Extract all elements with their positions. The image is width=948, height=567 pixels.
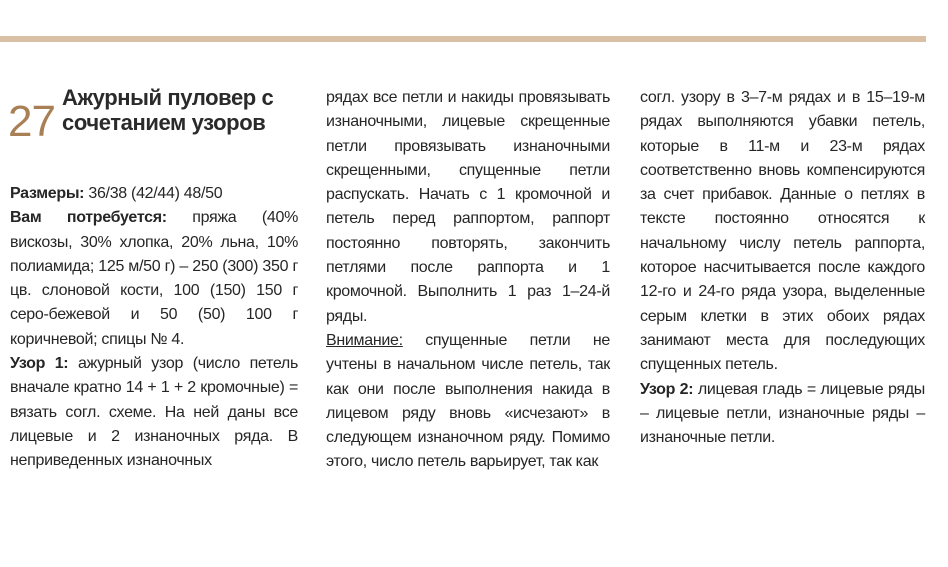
materials-paragraph	[10, 206, 298, 352]
decreases-paragraph: согл. узору в 3–7-м рядах и в 15–19-м рядах выполняются убавки петель, которые в 11-м и 23-м рядах соответственно вновь компенсируются за счет прибавок. Данные о петлях в тексте постоянно относятся к начальному числу петель раппорта, которое насчитывается после каждого 12-го и 24-го ряда узора, выделенные серым клетки в этих обоих рядах занимают места для последующих спущенных петель.	[640, 89, 925, 374]
attention-label: Внимание:	[326, 331, 403, 349]
column-2	[326, 86, 610, 475]
article-title: Ажурный пуловер с сочетанием узоров	[62, 85, 274, 135]
instructions-paragraph: рядах все петли и накиды провязывать изнаночными, лицевые скрещенные петли провязывать изнаночными скрещенными, спущенные петли распускать. Начать с 1 кромочной и петель перед раппортом, раппорт постоянно повторять, закончить петлями после раппорта и 1 кромочной. Выполнить 1 раз 1–24-й ряды.	[326, 89, 610, 325]
materials-text: пряжа (40% вискозы, 30% хлопка, 20% льна, 10% полиамида; 125 м/50 г) – 250 (300) 350 г цв. слоновой кости, 100 (150) 150 г серо-бежевой и 50 (50) 100 г коричневой; спицы № 4.	[10, 209, 298, 348]
pattern2-paragraph	[640, 378, 925, 451]
pattern1-label: Узор 1:	[10, 355, 69, 373]
pattern2-text: лицевая гладь = лицевые ряды – лицевые петли, изнаночные ряды – изнаночные петли.	[640, 380, 925, 447]
sizes-paragraph	[10, 182, 298, 206]
top-rule	[0, 36, 926, 42]
article-header	[10, 86, 298, 182]
column-1	[10, 86, 298, 474]
column-3	[640, 86, 925, 450]
materials-label: Вам потребуется:	[10, 209, 167, 227]
pattern1-text: ажурный узор (число петель вначале кратно 14 + 1 + 2 кромочные) = вязать согл. схеме. На ней даны все лицевые и 2 изнаночных ряда. В неприведенных изнаночных	[10, 355, 298, 470]
pattern1-paragraph	[10, 352, 298, 473]
attention-text: спущенные петли не учтены в начальном числе петель, так как они после выполнения накида в лицевом ряду вновь «исчезают» в следующем изнаночном ряду. Помимо этого, число петель варьирует, так как	[326, 331, 610, 471]
article-number: 27	[8, 97, 55, 146]
sizes-label: Размеры:	[10, 185, 85, 202]
pattern2-label: Узор 2:	[640, 380, 694, 398]
attention-paragraph	[326, 329, 610, 475]
sizes-value: 36/38 (42/44) 48/50	[84, 185, 223, 202]
